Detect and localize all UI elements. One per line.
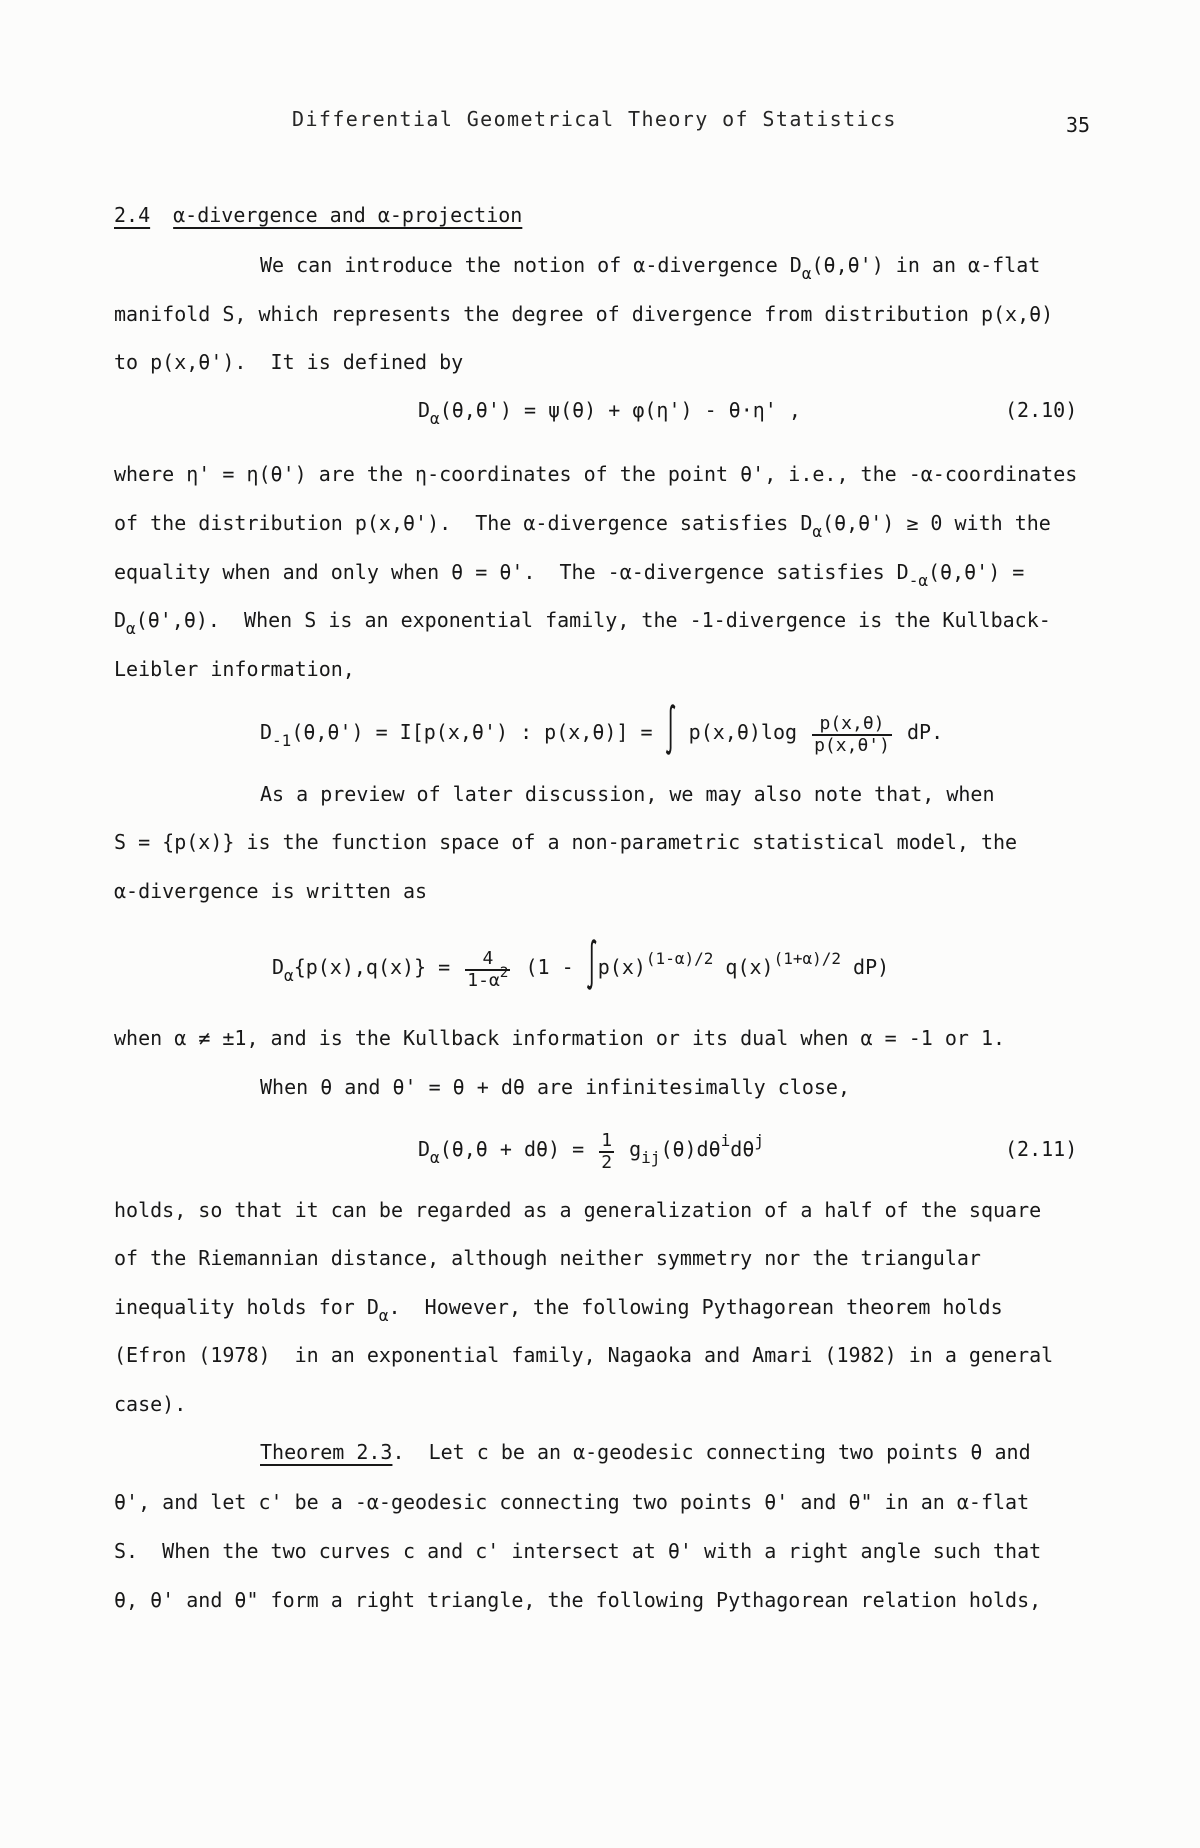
text-segment: (θ,θ') ≥ 0 with the	[822, 511, 1051, 535]
fraction-numerator: 4	[482, 948, 494, 969]
subscript: α	[378, 1306, 389, 1326]
text-segment: of the distribution p(x,θ'). The α-divergence satisfies D	[114, 511, 813, 535]
equation-number: (2.11)	[1005, 1137, 1078, 1161]
text-line	[260, 252, 1041, 284]
subscript: α	[801, 264, 812, 284]
text-line: when α ≠ ±1, and is the Kullback information or its dual when α = -1 or 1.	[114, 1026, 1006, 1050]
text-segment: equality when and only when θ = θ'. The -α-divergence satisfies D	[114, 560, 909, 584]
text-segment: . Let c be an α-geodesic connecting two points θ and	[392, 1440, 1031, 1464]
text-line	[114, 1294, 1003, 1326]
text-line: S = {p(x)} is the function space of a non-parametric statistical model, the	[114, 830, 1018, 854]
eq-symbol: D	[418, 398, 431, 422]
text-segment: We can introduce the notion of α-divergence D	[260, 253, 802, 277]
eq-segment: q(x)	[713, 955, 774, 979]
eq-segment: (θ)dθ	[660, 1137, 721, 1161]
denominator-text: 1-α	[467, 970, 500, 991]
fraction-denominator: p(x,θ')	[814, 735, 890, 756]
subscript: -1	[272, 731, 292, 751]
text-line	[114, 559, 1025, 591]
fraction	[812, 714, 892, 756]
subscript: α	[430, 409, 440, 429]
equation-number: (2.10)	[1005, 398, 1078, 422]
superscript: (1-α)/2	[645, 948, 714, 968]
integral-sign: ∫	[585, 935, 598, 993]
text-line	[114, 607, 1051, 639]
text-line: where η' = η(θ') are the η-coordinates of the point θ', i.e., the -α-coordinates	[114, 462, 1078, 486]
eq-segment: dP)	[841, 955, 890, 979]
superscript: i	[720, 1130, 731, 1150]
eq-segment: p(x,θ)log	[676, 720, 810, 744]
text-line: manifold S, which represents the degree of divergence from distribution p(x,θ)	[114, 302, 1054, 326]
integral-sign: ∫	[664, 700, 677, 758]
equation-kl-divergence	[260, 700, 944, 758]
eq-symbol: D	[272, 955, 285, 979]
fraction-denominator	[465, 964, 510, 991]
fraction-numerator: 1	[601, 1130, 613, 1151]
eq-segment: g	[617, 1137, 642, 1161]
eq-symbol: D	[418, 1137, 431, 1161]
subscript: -α	[908, 571, 928, 591]
eq-symbol: D	[260, 720, 273, 744]
subscript: α	[126, 619, 136, 639]
subscript: α	[430, 1148, 440, 1168]
theorem-line: θ', and let c' be a -α-geodesic connecting two points θ' and θ" in an α-flat	[114, 1490, 1030, 1514]
theorem-line: S. When the two curves c and c' intersect at θ' with a right angle such that	[114, 1539, 1042, 1563]
section-heading	[114, 202, 522, 228]
text-line: holds, so that it can be regarded as a generalization of a half of the square	[114, 1198, 1042, 1222]
section-title: α-divergence and α-projection	[173, 203, 523, 227]
text-line: case).	[114, 1392, 187, 1416]
text-line: to p(x,θ'). It is defined by	[114, 350, 464, 374]
running-title: Differential Geometrical Theory of Statistics	[292, 107, 897, 131]
equation-2-10	[418, 397, 801, 429]
text-line: When θ and θ' = θ + dθ are infinitesimally close,	[260, 1075, 851, 1099]
text-segment: (θ,θ') in an α-flat	[811, 253, 1041, 277]
text-line: As a preview of later discussion, we may also note that, when	[260, 782, 995, 806]
text-segment: . However, the following Pythagorean theorem holds	[388, 1295, 1003, 1319]
eq-segment: dθ	[730, 1137, 755, 1161]
text-line: of the Riemannian distance, although neither symmetry nor the triangular	[114, 1246, 981, 1270]
eq-rhs: (θ,θ') = ψ(θ) + φ(η') - θ·η' ,	[439, 398, 801, 422]
page-number: 35	[1066, 113, 1091, 137]
theorem-label: Theorem 2.3	[260, 1440, 393, 1464]
text-line: (Efron (1978) in an exponential family, Nagaoka and Amari (1982) in a general	[114, 1343, 1054, 1367]
fraction-denominator: 2	[601, 1152, 613, 1173]
eq-segment: {p(x),q(x)} =	[293, 955, 463, 979]
eq-segment: (1 -	[513, 955, 586, 979]
text-segment: (θ',θ). When S is an exponential family, the -1-divergence is the Kullback-	[135, 608, 1051, 632]
subscript: α	[284, 966, 294, 986]
superscript: 2	[499, 964, 509, 981]
eq-segment: dP.	[894, 720, 944, 744]
eq-segment: (θ,θ + dθ) =	[439, 1137, 597, 1161]
superscript: j	[754, 1130, 765, 1150]
text-segment: (θ,θ') =	[927, 560, 1025, 584]
theorem-line: θ, θ' and θ" form a right triangle, the following Pythagorean relation holds,	[114, 1588, 1042, 1612]
superscript: (1+α)/2	[773, 948, 842, 968]
subscript: ij	[641, 1148, 661, 1168]
text-line: Leibler information,	[114, 657, 355, 681]
fraction-numerator: p(x,θ)	[819, 713, 885, 734]
text-segment: D	[114, 608, 127, 632]
theorem-line	[260, 1439, 1031, 1465]
text-segment: inequality holds for D	[114, 1295, 379, 1319]
fraction	[599, 1131, 614, 1173]
eq-segment: (θ,θ') = I[p(x,θ') : p(x,θ)] =	[291, 720, 665, 744]
equation-2-11	[418, 1130, 765, 1173]
text-line	[114, 510, 1051, 542]
fraction	[465, 949, 510, 991]
eq-segment: p(x)	[597, 955, 646, 979]
section-number: 2.4	[114, 203, 151, 227]
text-line: α-divergence is written as	[114, 879, 428, 903]
subscript: α	[812, 522, 823, 542]
